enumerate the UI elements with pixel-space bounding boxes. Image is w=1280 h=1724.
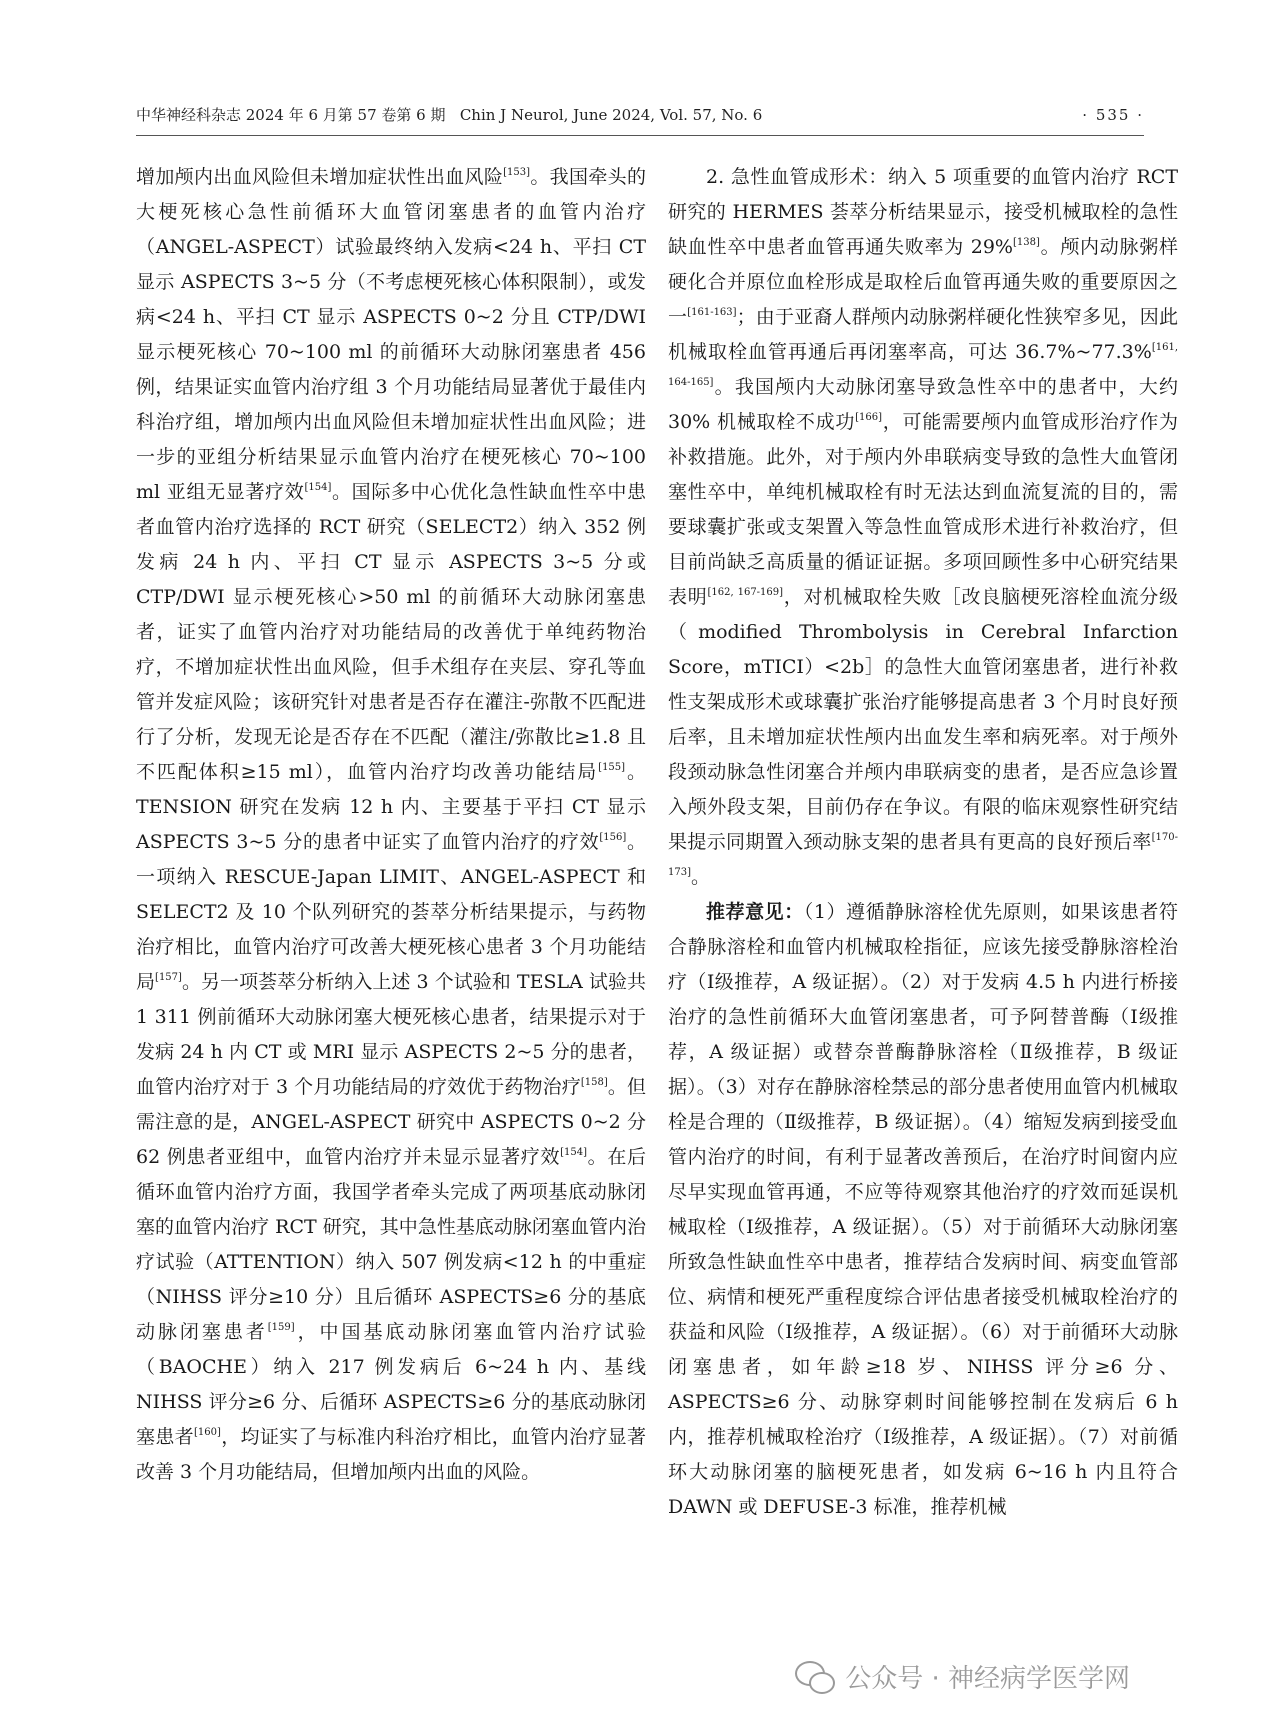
left-column [136,160,646,1490]
citation-ref: [153] [503,167,531,178]
citation-ref: [160] [193,1427,221,1438]
citation-ref: [166] [855,412,883,423]
text-run: ，对机械取栓失败［改良脑梗死溶栓血流分级（modified Thrombolysis in Cerebral Infarction Score，mTICI）<2b］的急性大血管闭塞患者，进行补救性支架成形术或球囊扩张治疗能够提高患者 3 个月时良好预后率，且未增加症状性颅内出血发生率和病死率。对于颅外段颈动脉急性闭塞合并颅内串联病变的患者，是否应急诊置入颅外段支架，目前仍存在争议。有限的临床观察性研究结果提示同期置入颈动脉支架的患者具有更高的良好预后率 [668,586,1178,853]
citation-ref: [154] [560,1147,587,1158]
text-run: ；由于亚裔人群颅内动脉粥样硬化性狭窄多见，因此机械取栓血管再通后再闭塞率高，可达 36.7%~77.3% [668,306,1178,363]
text-run: 。在后循环血管内治疗方面，我国学者牵头完成了两项基底动脉闭塞的血管内治疗 RCT 研究，其中急性基底动脉闭塞血管内治疗试验（ATTENTION）纳入 507 例发病<12 h 的中重症（NIHSS 评分≥10 分）且后循环 ASPECTS≥6 分的基底动脉闭塞患者 [136,1146,646,1343]
text-run: 。颅内动脉粥样硬化合并原位血栓形成是取栓后血管再通失败的重要原因之一 [668,236,1178,328]
recommendation-text: （1）遵循静脉溶栓优先原则，如果该患者符合静脉溶栓和血管内机械取栓指征，应该先接受静脉溶栓治疗（Ⅰ级推荐，A 级证据）。（2）对于发病 4.5 h 内进行桥接治疗的急性前循环大血管闭塞患者，可予阿替普酶（Ⅰ级推荐，A 级证据）或替奈普酶静脉溶栓（Ⅱ级推荐，B 级证据）。（3）对存在静脉溶栓禁忌的部分患者使用血管内机械取栓是合理的（Ⅱ级推荐，B 级证据）。（4）缩短发病到接受血管内治疗的时间，有利于显著改善预后，在治疗时间窗内应尽早实现血管再通，不应等待观察其他治疗的疗效而延误机械取栓（Ⅰ级推荐，A 级证据）。（5）对于前循环大动脉闭塞所致急性缺血性卒中患者，推荐结合发病时间、病变血管部位、病情和梗死严重程度综合评估患者接受机械取栓治疗的获益和风险（Ⅰ级推荐，A 级证据）。（6）对于前循环大动脉闭塞患者，如年龄≥18 岁、NIHSS 评分≥6 分、ASPECTS≥6 分、动脉穿刺时间能够控制在发病后 6 h 内，推荐机械取栓治疗（Ⅰ级推荐，A 级证据）。（7）对前循环大动脉闭塞的脑梗死患者，如发病 6~16 h 内且符合 DAWN 或 DEFUSE-3 标准，推荐机械 [668,901,1178,1518]
text-run: 。我国牵头的大梗死核心急性前循环大血管闭塞患者的血管内治疗（ANGEL-ASPECT）试验最终纳入发病<24 h、平扫 CT 显示 ASPECTS 3~5 分（不考虑梗死核心体积限制），或发病<24 h、平扫 CT 显示 ASPECTS 0~2 分且 CTP/DWI 显示梗死核心 70~100 ml 的前循环大动脉闭塞患者 456 例，结果证实血管内治疗组 3 个月功能结局显著优于最佳内科治疗组，增加颅内出血风险但未增加症状性出血风险；进一步的亚组分析结果显示血管内治疗在梗死核心 70~100 ml 亚组无显著疗效 [136,166,646,503]
text-run: 增加颅内出血风险但未增加症状性出血风险 [136,166,504,188]
right-column [668,160,1178,1525]
left-paragraph [136,160,646,1490]
text-run: ，可能需要颅内血管成形治疗作为补救措施。此外，对于颅内外串联病变导致的急性大血管闭塞性卒中，单纯机械取栓有时无法达到血流复流的目的，需要球囊扩张或支架置入等急性血管成形术进行补救治疗，但目前尚缺乏高质量的循证证据。多项回顾性多中心研究结果表明 [668,411,1178,608]
text-run: 。另一项荟萃分析纳入上述 3 个试验和 TESLA 试验共 1 311 例前循环大动脉闭塞大梗死核心患者，结果提示对于发病 24 h 内 CT 或 MRI 显示 ASPECTS 2~5 分的患者，血管内治疗对于 3 个月功能结局的疗效优于药物治疗 [136,971,646,1098]
wechat-watermark [795,1658,1130,1695]
text-run: 。一项纳入 RESCUE-Japan LIMIT、ANGEL-ASPECT 和 SELECT2 及 10 个队列研究的荟萃分析结果提示，与药物治疗相比，血管内治疗可改善大梗死核心患者 3 个月功能结局 [136,831,646,993]
text-run: 。 [691,866,711,888]
text-run: ，中国基底动脉闭塞血管内治疗试验（BAOCHE）纳入 217 例发病后 6~24 h 内、基线 NIHSS 评分≥6 分、后循环 ASPECTS≥6 分的基底动脉闭塞患者 [136,1321,646,1448]
citation-ref: [154] [304,482,332,493]
section-2-paragraph [668,160,1178,895]
page-number: · 535 · [1082,106,1144,124]
citation-ref: [161, 164-165] [668,342,1178,388]
text-run: 。但需注意的是，ANGEL-ASPECT 研究中 ASPECTS 0~2 分 62 例患者亚组中，血管内治疗并未显示显著疗效 [136,1076,646,1168]
journal-cn: 中华神经科杂志 2024 年 6 月第 57 卷第 6 期 [136,106,446,124]
journal-citation [136,104,762,125]
text-run: ，均证实了与标准内科治疗相比，血管内治疗显著改善 3 个月功能结局，但增加颅内出血的风险。 [136,1426,646,1483]
text-run: 2. 急性血管成形术：纳入 5 项重要的血管内治疗 RCT 研究的 HERMES 荟萃分析结果显示，接受机械取栓的急性缺血性卒中患者血管再通失败率为 29% [668,166,1178,258]
watermark-text: 公众号 · 神经病学医学网 [845,1664,1130,1694]
citation-ref: [158] [580,1077,608,1088]
text-run: 。我国颅内大动脉闭塞导致急性卒中的患者中，大约 30% 机械取栓不成功 [668,376,1178,433]
journal-en: Chin J Neurol, June 2024, Vol. 57, No. 6 [459,106,763,124]
text-run: 。TENSION 研究在发病 12 h 内、主要基于平扫 CT 显示 ASPECTS 3~5 分的患者中证实了血管内治疗的疗效 [136,761,646,853]
citation-ref: [159] [267,1322,295,1333]
citation-ref: [162, 167-169] [707,587,784,598]
running-header [136,104,1144,136]
citation-ref: [161-163] [687,307,737,318]
citation-ref: [156] [599,832,627,843]
wechat-icon [795,1661,835,1693]
citation-ref: [155] [598,762,626,773]
citation-ref: [157] [155,972,182,983]
citation-ref: [170-173] [668,832,1178,878]
recommendation-paragraph [668,895,1178,1525]
citation-ref: [138] [1012,237,1040,248]
text-run: 。国际多中心优化急性缺血性卒中患者血管内治疗选择的 RCT 研究（SELECT2）纳入 352 例发病 24 h 内、平扫 CT 显示 ASPECTS 3~5 分或 CTP/DWI 显示梗死核心>50 ml 的前循环大动脉闭塞患者，证实了血管内治疗对功能结局的改善优于单纯药物治疗，不增加症状性出血风险，但手术组存在夹层、穿孔等血管并发症风险；该研究针对患者是否存在灌注-弥散不匹配进行了分析，发现无论是否存在不匹配（灌注/弥散比≥1.8 且不匹配体积≥15 ml），血管内治疗均改善功能结局 [136,481,646,783]
recommendation-label: 推荐意见： [706,901,804,923]
